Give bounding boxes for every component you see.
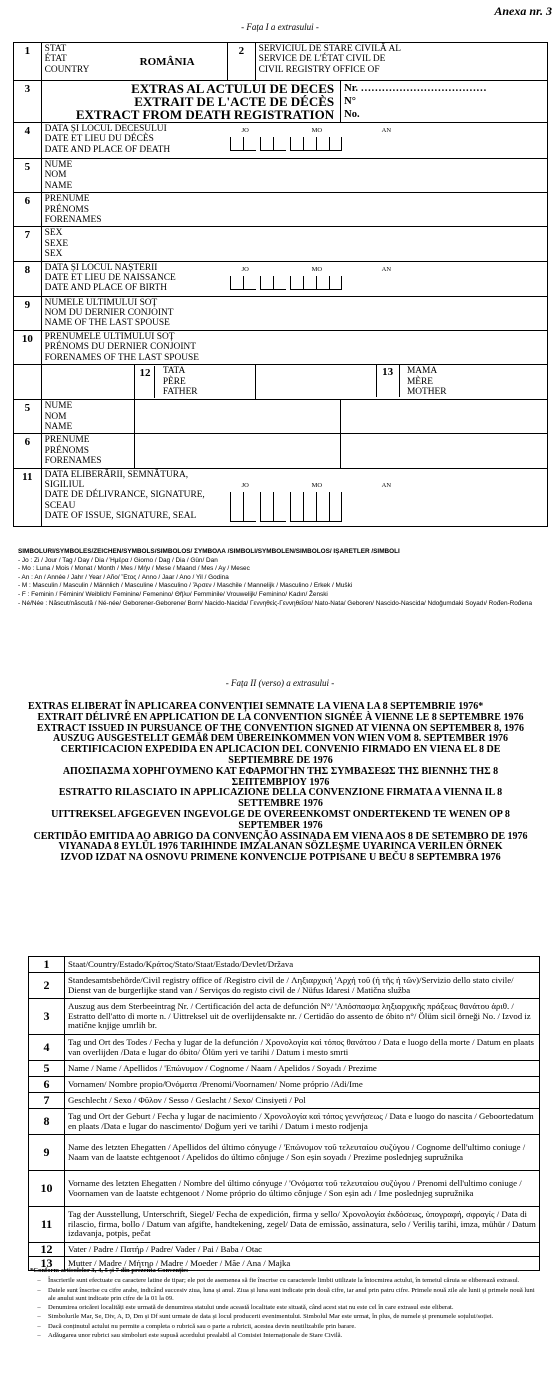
number-label: Nr. ……………………………… [344,83,487,94]
row-death-date-place [14,123,548,159]
symbol-line: - An : An / Année / Jahr / Year / Año/ Ἔτος / Anno / Jaar / Ano / Yil / Godina [18,573,229,581]
father-header: 12 TATA PÈRE FATHER [135,365,255,400]
label-en: DATE AND PLACE OF DEATH [44,144,171,155]
note-item: – Denumirea oricărei localități este urmată de denumirea statului unde această localitate este situată, când acest stat nu este cel în care extrasul este eliberat. [37,1304,454,1312]
month-label: MO [311,127,323,134]
verso-row: Vorname des letzten Ehegatten / Nombre del último cónyuge / 'Ονόματα τοῦ τελευταίου συζύγου / Prenomi dell'ultimo coniuge / Voornamen van de laatste echtgenoot / Nome próprio do último cônjuge / Son eșin adı / Ime poslednjeg supružnika [65,1171,540,1207]
parent-name-label: NUME NOM NAME [41,400,135,434]
date-boxes[interactable]: JO MO AN [230,481,440,522]
field-num: 8 [14,261,42,296]
verso-title-el: ΑΠΟΣΠΑΣΜΑ ΧΟΡΗΓΟΥΜΕΝΟ ΚΑΤ ΕΦΑΡΜΟΓΗΝ ΤΗΣ ΣΥΜΒΑΣΕΩΣ ΤΗΣ ΒΙΕΝΝΗΣ ΤΗΣ 8 ΣΕΠΤΕΜΒΡΙΟΥ 1976 [62,765,499,788]
number-label-fr: N° [344,96,356,107]
verso-row: Geschlecht / Sexo / Φῦλον / Sesso / Geslacht / Sexo/ Cinsiyeti / Pol [65,1093,540,1109]
country-cell [41,43,227,81]
day-label: JO [241,127,249,134]
title-fr: EXTRAIT DE L'ACTE DE DÉCÈS [134,94,335,109]
field-num: 5 [14,400,42,434]
spouse-name-cell[interactable]: NUMELE ULTIMULUI SOȚ NOM DU DERNIER CONJOINT NAME OF THE LAST SPOUSE [41,296,547,330]
verso-title-ro: EXTRAS ELIBERAT ÎN APLICAREA CONVENȚIEI SEMNATE LA VIENA LA 8 SEPTEMBRIE 1976* [28,701,484,712]
field-num: 9 [14,296,42,330]
row-spouse-name [14,296,548,330]
verso-title-en: EXTRACT ISSUED IN PURSUANCE OF THE CONVENTION SIGNED AT VIENNA ON SEPTEMBER 8, 1976 [36,722,525,734]
verso-row: Staat/Country/Estado/Κράτος/Stato/Staat/Estado/Devlet/Država [65,957,540,973]
notes-heading: *Conform articolelor 3, 4, 5 și 7 din prezenta Convenție: [30,1267,189,1274]
field-num: 7 [14,227,42,261]
note-item: – Adăugarea unor rubrici sau simboluri este supusă acordului prealabil al Comisiei Internaționale de Stare Civilă. [37,1332,343,1340]
verso-row: Vater / Padre / Πατήρ / Padre/ Vader / Pai / Baba / Otac [65,1243,540,1257]
year-label: AN [381,127,392,134]
field-num: 1 [14,43,42,81]
symbols-heading: SIMBOLURI/SYMBOLES/ZEICHEN/SYMBOLS/SIMBOLOS/ ΣΥΜΒΟΛΑ /SIMBOLI/SYMBOLEN/SIMBOLOS/ IȘARETLER /SIMBOLI [18,548,400,555]
note-item: – Simbolurile Mar, Se, Div, A, D, Dm și Df sunt urmate de data și locul producerii evenimentului. Simbolul Mar este urmat, în plus, de numele și prenumele soțului/soției. [37,1313,494,1321]
verso-title-fr: EXTRAIT DÉLIVRÉ EN APPLICATION DE LA CONVENTION SIGNÉE À VIENNE LE 8 SEPTEMBRE 1976 [37,711,524,723]
date-boxes[interactable] [230,126,440,151]
spouse-forenames-cell[interactable]: PRENUMELE ULTIMULUI SOȚ PRÉNOMS DU DERNIER CONJOINT FORENAMES OF THE LAST SPOUSE [41,330,547,364]
label-ro: STAT [44,44,67,54]
note-item: – Datele sunt înscrise cu cifre arabe, indicând succesiv ziua, luna și anul. Ziua și luna sunt indicate prin două cifre, iar anul prin patru cifre. Primele nouă zile ale lunii și primele nouă luni ale anului sunt indicate prin cifre de la 01 la 09. [37,1286,535,1302]
extract-number-cell [341,81,548,123]
verso-row: Mutter / Madre / Μήτηρ / Madre / Moeder / Mãe / Ana / Majka [65,1257,540,1271]
verso-row: Name des letzten Ehegatten / Apellidos del último cónyuge / 'Επώνυμον τοῦ τελευταίου συζύγου / Cognome dell'ultimo coniuge / Naam van de laatste echtgenoot / Apelidos do último cônjuge / Son eșin soyadı / Prezime poslednjeg supružnika [65,1135,540,1171]
field-num: 2 [228,43,256,81]
note-item: – Dacă conținutul actului nu permite a completa o rubrică sau o parte a rubricii, acestea devin neutilizabile prin barare. [37,1322,356,1330]
field-num: 10 [14,330,42,364]
verso-row: Tag und Ort der Geburt / Fecha y lugar de nacimiento / Χρονολογία καὶ τόπος γεννήσεως / Data e luogo do nascita / Geboortedatum en plaats /Data e lugar do nascimento/ Doğum yeri ve tarihi / Datum i mesto rodjenja [65,1109,540,1135]
symbol-line: - Jo : Zi / Jour / Tag / Day / Dia / Ἡμέρα / Giorno / Dag / Dia / Gün/ Dan [18,556,218,564]
field-num: 11 [14,468,42,526]
field-num: 6 [14,434,42,468]
verso-legend-table: 1 Staat/Country/Estado/Κράτος/Stato/Staat/Estado/Devlet/Država 2 Standesamtsbehörde/Civil registry office of /Registro civil de / Ληξιαρχική 'Αρχή τοῦ (ή τῆς ή τῶν)/Servizio dello stato civile/ Dienst van de burgerlijke stand van / Serviços do registo civil de / Nüfus Idaresi / Matična služba 3 Auszug aus dem Sterbeeintrag Nr. / Certificación del acta de defunción N°/ 'Απόσπασμα ληξιαρχικῆς πράξεως θανάτου ἀριθ. / Estratto dell'atto di morte n. / Uittreksel uit de overlijdensakte nr. / Certidão do assento de óbito n°/ Ölüm sicil örneği No. / Izvod iz matične knjige umrlih br. 4 Tag und Ort des Todes / Fecha y lugar de la defunción / Χρονολογία καὶ τόπος θανάτου / Data e luogo della morte / Datum en plaats van overlijden /Data e lugar do óbito/ Ölüm yeri ve tarihi / Datum i mesto smrti 5 Name / Name / Apellidos / 'Επώνυμον / Cognome / Naam / Apelidos / Soyadı / Prezime 6 Vornamen/ Nombre propio/Όνόματα /Prenomi/Voornamen/ Nome próprio /Adi/Ime 7 Geschlecht / Sexo / Φῦλον / Sesso / Geslacht / Sexo/ Cinsiyeti / Pol 8 Tag und Ort der Geburt / Fecha y lugar de nacimiento / Χρονολογία καὶ τόπος γεννήσεως / Data e luogo do nascita / Geboortedatum en plaats /Data e lugar do nascimento/ Doğum yeri ve tarihi / Datum i mesto rodjenja 9 Name des letzten Ehegatten / Apellidos del último cónyuge / 'Επώνυμον τοῦ τελευταίου συζύγου / Cognome dell'ultimo coniuge / Naam van de laatste echtgenoot / Apelidos do último cônjuge / Son eșin soyadı / Prezime poslednjeg supružnika 10 Vorname des letzten Ehegatten / Nombre del último cónyuge / 'Ονόματα τοῦ τελευταίου συζύγου / Prenomi dell'ultimo coniuge / Voornamen van de laatste echtgenoot / Nome próprio do último cônjuge / Son eșin adı / Ime poslednjeg supružnika 11 Tag der Ausstellung, Unterschrift, Siegel/ Fecha de expedición, firma y sello/ Χρονολογία ἐκδόσεως, ὑπογραφή, σφραγίς / Data di rilascio, firma, bollo / Datum van afgifte, handtekening, zegel/ Data de emissão, assinatura, selo / Veriliș tarihi, imza, mühür / Datum izdavanja, potpis, pečat 12 Vater / Padre / Πατήρ / Padre/ Vader / Pai / Baba / Otac 13 Mutter / Madre / Μήτηρ / Madre / Moeder / Mãe / Ana / Majka [28,956,540,1271]
row-spouse-forenames [14,330,548,364]
field-num: 4 [14,123,42,159]
verso-title-pt: CERTIDÃO EMITIDA AO ABRIGO DA CONVENÇÃO ASSINADA EM VIENA AOS 8 DE SETEMBRO DE 1976 [33,830,528,842]
symbol-line: - Mo : Luna / Mois / Monat / Month / Mes / Μήν / Mese / Maand / Mes / Ay / Mesec [18,565,250,573]
row-sex [14,227,548,261]
verso-title-it: ESTRATTO RILASCIATO IN APPLICAZIONE DELLA CONVENZIONE FIRMATA A VIENNA IL 8 SETTEMBRE 1976 [58,787,503,810]
row-forenames [14,193,548,227]
verso-row: Standesamtsbehörde/Civil registry office of /Registro civil de / Ληξιαρχική 'Αρχή τοῦ (ή τῆς ή τῶν)/Servizio dello stato civile/ Dienst van de burgerlijke stand van / Serviços do registo civil de / Nüfus Idaresi / Matična služba [65,973,540,999]
label-fr: SERVICE DE L'ÉTAT CIVIL DE [258,54,386,65]
date-boxes[interactable]: JO MO AN [230,265,440,290]
verso-title-sr: IZVOD IZDAT NA OSNOVU PRIMENE KONVENCIJE POTPISANE U BEČU 8 SEPTEMBRA 1976 [60,852,501,864]
annex-label: Anexa nr. 3 [494,4,552,18]
row-parents-header [14,365,548,400]
symbol-line: - Né/Née : Născut/născută / Né-née/ Geborener-Geborene/ Born/ Nacido-Nacida/ Γεννηθείς-Γεννηθεῖσα/ Nato-Nata/ Geboren/ Nascido-Nascida/ Ndoğumdaki Soyadı/ Rođen-Rođena [18,599,533,607]
convention-notes [30,1267,535,1341]
row-parents-name [14,400,548,434]
face2-title: - Fața II (verso) a extrasului - [225,678,335,688]
mother-forenames-cell[interactable] [341,434,548,468]
title-en: EXTRACT FROM DEATH REGISTRATION [75,107,335,122]
country-value: ROMÂNIA [139,56,195,68]
issue-cell: DATA ELIBERĂRII, SEMNĂTURA, SIGILIUL DATE DE DÉLIVRANCE, SIGNATURE, SCEAU DATE OF ISSUE, SIGNATURE, SEAL JO MO AN [41,468,547,526]
field-num: 5 [14,159,42,193]
label-ro: SERVICIUL DE STARE CIVILĂ AL [258,44,402,54]
row-parents-forenames [14,434,548,468]
field-num: 6 [14,193,42,227]
birth-date-cell: DATA ȘI LOCUL NAȘTERII DATE ET LIEU DE NAISSANCE DATE AND PLACE OF BIRTH JO MO AN [41,261,547,296]
mother-name-cell[interactable] [341,400,548,434]
label-fr: DATE ET LIEU DU DÉCÈS [44,134,154,145]
verso-row: Auszug aus dem Sterbeeintrag Nr. / Certificación del acta de defunción N°/ 'Απόσπασμα ληξιαρχικῆς πράξεως θανάτου ἀριθ. / Estratto dell'atto di morte n. / Uittreksel uit de overlijdensakte nr. / Certidão do assento de óbito n°/ Ölüm sicil örneği No. / Izvod iz matične knjige umrlih br. [65,999,540,1035]
verso-row: Vornamen/ Nombre propio/Όνόματα /Prenomi/Voornamen/ Nome próprio /Adi/Ime [65,1077,540,1093]
registry-office-cell [255,43,547,81]
row-title [14,81,548,123]
verso-title-tr: VIYANADA 8 EYLÜL 1976 TARIHINDE IMZALANAN SÖZLEȘME UYARINCA VERILEN ÖRNEK [58,841,503,853]
verso-title-es: CERTIFICACION EXPEDIDA EN APLICACION DEL CONVENIO FIRMADO EN VIENA EL 8 DE SEPTIEMBRE DE 1976 [60,744,501,766]
parent-forenames-label: PRENUME PRÉNOMS FORENAMES [41,434,135,468]
note-item: – Înscrierile sunt efectuate cu caractere latine de tipar; ele pot de asemenea să fie înscrise cu caracterele limbii utilizate la întocmirea actului, în temeiul căruia se eliberează extrasul. [37,1277,520,1285]
symbol-line: - M : Masculin / Masculin / Männlich / Masculine / Masculino / Ἄρσεν / Maschile / Mannelijk / Masculino / Erkek / Muški [18,582,353,590]
verso-titles [28,702,533,864]
face1-title: - Fața I a extrasului - [241,22,319,32]
label-ro: DATA ȘI LOCUL DECESULUI [44,124,167,134]
label-en: COUNTRY [44,64,90,75]
row-country [14,43,548,81]
verso-title-nl: UITTREKSEL AFGEGEVEN INGEVOLGE DE OVEREENKOMST ONDERTEKEND TE WENEN OP 8 SEPTEMBER 1976 [51,808,510,831]
forenames-cell[interactable]: PRENUME PRÉNOMS FORENAMES [41,193,547,227]
label-fr: ÉTAT [44,54,67,65]
father-name-cell[interactable] [135,400,341,434]
title-ro: EXTRAS AL ACTULUI DE DECES [131,81,335,96]
death-extract-form-table [13,42,548,527]
name-cell[interactable]: NUME NOM NAME [41,159,547,193]
row-name [14,159,548,193]
symbols-legend [18,548,548,608]
row-issue [14,468,548,526]
verso-row: Tag und Ort des Todes / Fecha y lugar de la defunción / Χρονολογία καὶ τόπος θανάτου / Data e luogo della morte / Datum en plaats van overlijden /Data e lugar do óbito/ Ölüm yeri ve tarihi / Datum i mesto smrti [65,1035,540,1061]
death-date-cell [41,123,547,159]
field-num: 3 [14,81,42,123]
sex-cell[interactable]: SEX SEXE SEX [41,227,547,261]
verso-title-de: AUSZUG AUSGESTELLT GEMÄß DEM ÜBEREINKOMMEN VON WIEN VOM 8. SEPTEMBER 1976 [53,733,508,745]
mother-header: 13 MAMA MÈRE MOTHER [255,365,547,400]
label-en: CIVIL REGISTRY OFFICE OF [258,64,380,75]
father-forenames-cell[interactable] [135,434,341,468]
row-birth-date-place [14,261,548,296]
extract-title [41,81,340,123]
verso-row: Tag der Ausstellung, Unterschrift, Siegel/ Fecha de expedición, firma y sello/ Χρονολογία ἐκδόσεως, ὑπογραφή, σφραγίς / Data di rilascio, firma, bollo / Datum van afgifte, handtekening, zegel/ Data de emissão, assinatura, selo / Veriliș tarihi, imza, mühür / Datum izdavanja, potpis, pečat [65,1207,540,1243]
number-label-en: No. [344,109,360,120]
symbol-line: - F : Feminin / Féminin/ Weiblich/ Feminine/ Femenino/ Θῆλυ/ Femminile/ Vrouwelijk/ Feminino/ Kadın/ Ženski [18,590,328,598]
verso-row: Name / Name / Apellidos / 'Επώνυμον / Cognome / Naam / Apelidos / Soyadı / Prezime [65,1061,540,1077]
